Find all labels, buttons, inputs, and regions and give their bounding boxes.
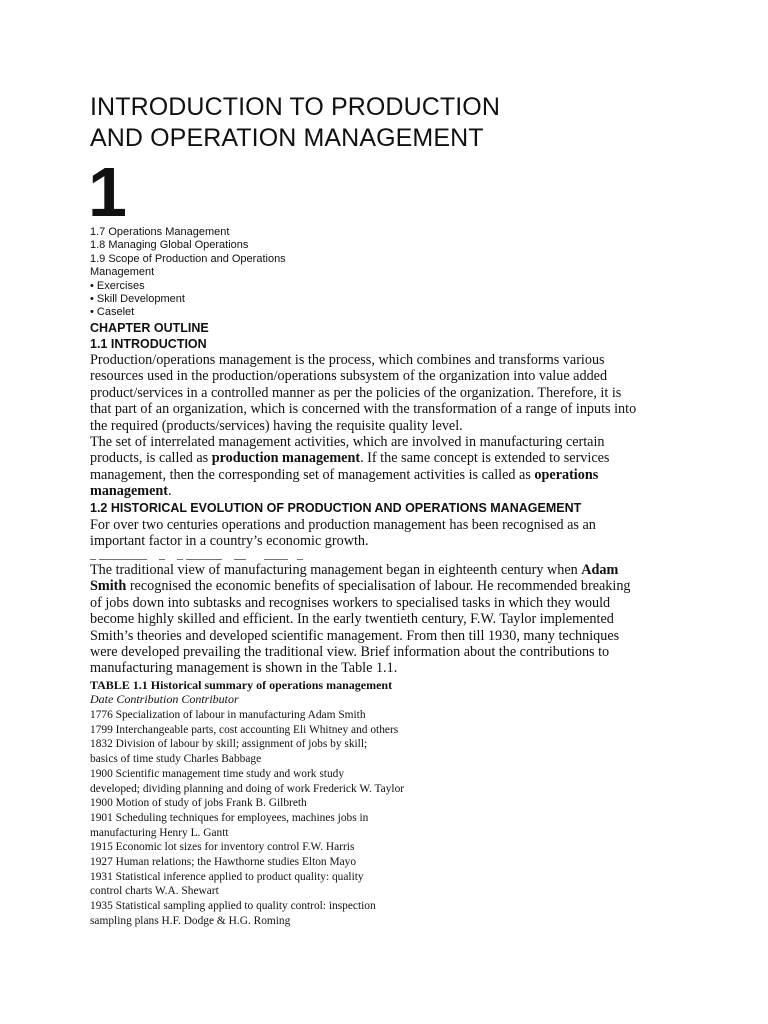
paragraph-line: become highly skilled and efficient. In the early twentieth century, F.W. Taylor implemented	[90, 611, 614, 628]
section-1-2-paragraph	[90, 562, 650, 677]
text-run: products, is called as	[90, 450, 212, 467]
table-row: manufacturing Henry L. Gantt	[90, 826, 229, 839]
paragraph-line: that part of an organization, which is concerned with the transformation of a range of inputs into	[90, 401, 637, 418]
toc-item: 1.7 Operations Management	[90, 226, 230, 238]
chapter-title-line-1: INTRODUCTION TO PRODUCTION	[90, 93, 501, 121]
table-row: control charts W.A. Shewart	[90, 885, 219, 898]
paragraph-line: the required (products/services) having the requisite quality level.	[90, 417, 463, 434]
chapter-title-line-2: AND OPERATION MANAGEMENT	[90, 124, 484, 152]
chapter-title	[90, 92, 500, 154]
paragraph-line: were developed prevailing the traditional view. Brief information about the contributions to	[90, 644, 610, 661]
chapter-number: 1	[88, 153, 127, 231]
bold-name-smith: Smith	[90, 578, 127, 595]
paragraph-line	[90, 578, 650, 594]
toc-item: Management	[90, 266, 155, 279]
text-run: .	[168, 483, 172, 500]
separator-line: _ ________ _ _ ______ __ ____ _	[90, 547, 303, 561]
paragraph-line: For over two centuries operations and production management has been recognised as an	[90, 517, 596, 533]
paragraph-line: Production/operations management is the process, which combines and transforms various	[90, 352, 605, 368]
toc-item: 1.8 Managing Global Operations	[90, 239, 249, 252]
table-row: 1900 Scientific management time study and work study	[90, 767, 345, 780]
section-1-1-heading: 1.1 INTRODUCTION	[90, 337, 207, 351]
table-row: 1901 Scheduling techniques for employees, machines jobs in	[90, 811, 369, 824]
paragraph-line	[90, 562, 650, 578]
table-row: 1799 Interchangeable parts, cost accounting Eli Whitney and others	[90, 723, 399, 736]
table-body	[90, 708, 404, 929]
table-row: 1927 Human relations; the Hawthorne studies Elton Mayo	[90, 856, 357, 869]
text-run: . If the same concept is extended to services	[360, 450, 610, 467]
paragraph-line: of jobs down into subtasks and recognises workers to specialised tasks in which they would	[90, 594, 611, 611]
table-row: 1931 Statistical inference applied to product quality: quality	[90, 870, 364, 883]
paragraph-line	[90, 450, 650, 466]
paragraph-line	[90, 483, 650, 499]
table-row: 1832 Division of labour by skill; assignment of jobs by skill;	[90, 738, 368, 751]
table-row: sampling plans H.F. Dodge & H.G. Roming	[90, 914, 291, 927]
paragraph-line: manufacturing management is shown in the Table 1.1.	[90, 660, 398, 677]
table-row: 1915 Economic lot sizes for inventory control F.W. Harris	[90, 841, 355, 854]
table-header: Date Contribution Contributor	[90, 692, 239, 706]
toc-item: 1.9 Scope of Production and Operations	[90, 252, 286, 265]
text-run: recognised the economic benefits of specialisation of labour. He recommended breaking	[126, 578, 631, 595]
table-row: 1935 Statistical sampling applied to quality control: inspection	[90, 900, 376, 913]
table-row: 1900 Motion of study of jobs Frank B. Gilbreth	[90, 797, 307, 810]
section-1-2-heading: 1.2 HISTORICAL EVOLUTION OF PRODUCTION AND OPERATIONS MANAGEMENT	[90, 501, 582, 515]
paragraph-line: product/services in a controlled manner as per the policies of the organization. Therefore, it is	[90, 384, 622, 401]
text-run: The traditional view of manufacturing management began in eighteenth century when	[90, 562, 582, 578]
table-row: developed; dividing planning and doing of work Frederick W. Taylor	[90, 782, 405, 795]
section-1-2-intro	[90, 517, 650, 550]
text-run: management, then the corresponding set of management activities is called as	[90, 466, 535, 483]
section-1-1-paragraph	[90, 352, 650, 500]
paragraph-line: resources used in the production/operations subsystem of the organization into value added	[90, 368, 608, 385]
bold-term-operations: operations	[534, 466, 599, 483]
paragraph-line	[90, 467, 650, 483]
table-of-contents	[90, 226, 330, 320]
toc-item: • Caselet	[90, 306, 135, 319]
paragraph-line: Smith’s theories and developed scientific management. From then till 1930, many techniques	[90, 627, 620, 644]
bold-term-management: management	[90, 483, 169, 500]
toc-item: • Exercises	[90, 279, 145, 292]
paragraph-line: The set of interrelated management activities, which are involved in manufacturing certain	[90, 434, 605, 451]
bold-term-production-management: production management	[211, 450, 361, 467]
table-caption: TABLE 1.1 Historical summary of operations management	[90, 678, 393, 692]
table-row: basics of time study Charles Babbage	[90, 753, 262, 766]
chapter-outline-heading: CHAPTER OUTLINE	[90, 321, 209, 335]
toc-item: • Skill Development	[90, 293, 185, 306]
table-row: 1776 Specialization of labour in manufacturing Adam Smith	[90, 709, 366, 721]
bold-name-adam: Adam	[581, 562, 619, 578]
paragraph-line: important factor in a country’s economic growth.	[90, 533, 369, 550]
